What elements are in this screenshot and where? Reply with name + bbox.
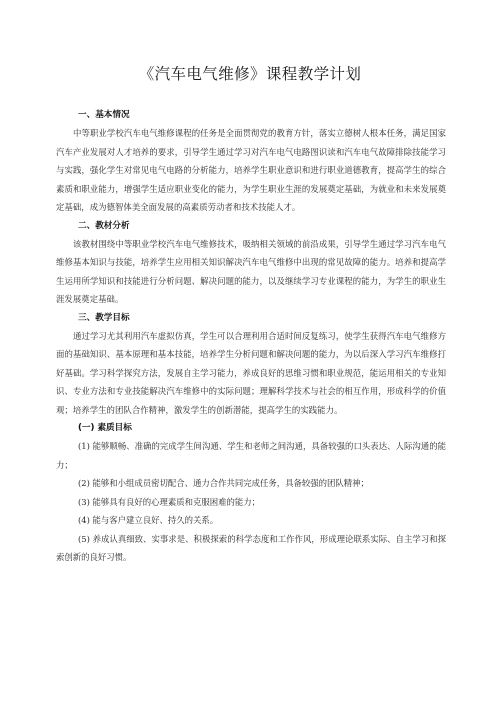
list-item: (5) 养成认真细致、实事求是、积极探索的科学态度和工作作风，形成理论联系实际、自主学习和探索创新的良好习惯。 xyxy=(56,533,446,562)
list-item: (1) 能够顺畅、准确的完成学生间沟通、学生和老师之间沟通，具备较强的口头表达、人际沟通的能力； xyxy=(56,441,446,470)
document-title: 《汽车电气维修》课程教学计划 xyxy=(138,65,362,83)
section-heading-textbook-analysis: 二、教材分析 xyxy=(78,220,130,231)
section-heading-teaching-goals: 三、教学目标 xyxy=(78,312,130,323)
paragraph-teaching-goals: 通过学习尤其利用汽车虚拟仿真，学生可以合理利用合适时间反复练习，使学生获得汽车电气维修方面的基础知识、基本原理和基本技能，培养学生分析问题和解决问题的能力，为以后深入学习汽车维修打好基础。学习科学探究方法，发展自主学习能力，养成良好的思维习惯和职业规范，能运用相关的专业知识、专业方法和专业技能解决汽车维修中的实际问题；理解科学技术与社会的相互作用，形成科学的价值观；培养学生的团队合作精神，激发学生的创新潜能，提高学生的实践能力。 xyxy=(56,330,446,415)
document-body xyxy=(56,106,446,567)
list-item: (3) 能够具有良好的心理素质和克服困难的能力； xyxy=(78,496,261,507)
list-item: (2) 能够和小组成员密切配合、通力合作共同完成任务，具备较强的团队精神； xyxy=(78,478,369,488)
paragraph-basic-info: 中等职业学校汽车电气维修课程的任务是全面贯彻党的教育方针，落实立德树人根本任务，满足国家汽车产业发展对人才培养的要求，引导学生通过学习对汽车电气电路图识读和汽车电气故障排除技能学习与实践，强化学生对常见电气电路的分析能力，培养学生职业意识和进行职业道德教育，提高学生的综合素质和职业能力，增强学生适应职业变化的能力，为学生职业生涯的发展奠定基础，为就业和未来发展奠定基础，成为德智体美全面发展的高素质劳动者和技术技能人才。 xyxy=(56,128,446,212)
section-heading-basic-info: 一、基本情况 xyxy=(78,110,130,120)
subsection-heading-quality-goals: (一) 素质目标 xyxy=(78,423,132,433)
list-item: (4) 能与客户建立良好、持久的关系。 xyxy=(78,515,219,525)
paragraph-textbook-analysis: 该教材围绕中等职业学校汽车电气维修技术，吸纳相关领域的前沿成果，引导学生通过学习汽车电气维修基本知识与技能，培养学生应用相关知识解决汽车电气维修中出现的常见故障的能力。培养和提高学生运用所学知识和技能进行分析问题、解决问题的能力，以及继续学习专业课程的能力，为学生的职业生涯发展奠定基础。 xyxy=(56,238,446,304)
